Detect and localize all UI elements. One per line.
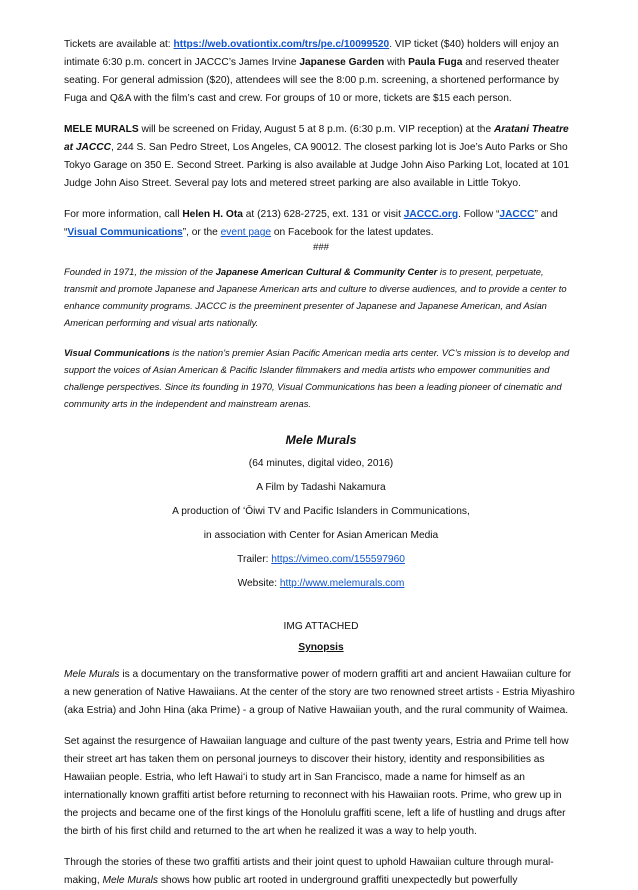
event-page-link[interactable]: event page — [220, 227, 272, 238]
end-mark: ### — [312, 242, 329, 253]
synopsis-paragraph-3 — [64, 854, 578, 890]
performer-name: Paula Fuga — [408, 57, 463, 68]
contact-text: . Follow “ — [458, 209, 500, 220]
film-title: Mele Murals — [285, 433, 357, 447]
tickets-link[interactable]: https://web.ovationtix.com/trs/pe.c/10099520 — [173, 39, 390, 50]
film-trailer — [64, 551, 578, 569]
screening-paragraph — [64, 121, 578, 193]
vc-org-name: Visual Communications — [64, 347, 170, 358]
vc-follow-link[interactable]: Visual Communications — [67, 227, 183, 238]
website-link[interactable]: http://www.melemurals.com — [279, 578, 405, 589]
document-page — [64, 36, 578, 890]
synopsis-paragraph-2: Set against the resurgence of Hawaiian language and culture of the past twenty years, Estria and Prime tell how their street art has taken them on personal journeys to discover their history, identity and responsibilities as Hawaiian people. Estria, who left Hawaiʻi to study art in San Francisco, made a name for himself as an internationally known graffiti artist before returning to reconnect with his Hawaiian roots. Prime, who grew up in the projects and became one of the first kings of the Honolulu graffiti scene, left a life of hustling and drugs after the birth of his first child and returned to the art when he realized it was a way to help youth. — [64, 736, 569, 837]
synopsis-paragraph-1 — [64, 666, 578, 720]
tickets-text: and reserved theater seating. For general admission ($20), attendees will see the 8:00 p.m. screening, a shortened performance by Fuga and Q&A with the film’s cast and crew. For groups of 10 or more, tickets are $15 each person. — [64, 57, 560, 104]
film-title-inline: Mele Murals — [64, 669, 120, 680]
tickets-text: Tickets are available at: — [64, 39, 174, 50]
screening-text: will be screened on Friday, August 5 at 8 p.m. (6:30 p.m. VIP reception) at the — [138, 124, 494, 135]
img-attached-note: IMG ATTACHED — [283, 621, 359, 632]
venue-name: Aratani Theatre at JACCC — [64, 124, 569, 153]
contact-text: ”, or the — [182, 227, 221, 238]
trailer-label: Trailer: — [237, 554, 272, 565]
contact-name: Helen H. Ota — [182, 209, 243, 220]
screening-text: , 244 S. San Pedro Street, Los Angeles, CA 90012. The closest parking lot is Joe’s Auto Parks or Sho Tokyo Garage on 350 E. Second Street. Parking is also available at Judge John Aiso Parking Lot, located at 101 Judge John Aiso Street. Several pay lots and metered street parking are also available in Little Tokyo. — [64, 142, 570, 189]
contact-paragraph — [64, 206, 578, 242]
film-production: A production of ʻŌiwi TV and Pacific Islanders in Communications, — [172, 506, 470, 517]
film-association: in association with Center for Asian American Media — [203, 530, 439, 541]
contact-text: For more information, call — [64, 209, 183, 220]
tickets-paragraph — [64, 36, 578, 108]
about-text: is to present, perpetuate, transmit and promote Japanese and Japanese American arts and culture to diverse audiences, and to provide a center to enhance community programs. JACCC is the preeminent presenter of Japanese and Japanese American, and Asian American performing and visual arts nationally. — [64, 266, 567, 328]
film-details: (64 minutes, digital video, 2016) — [248, 458, 394, 469]
film-title-inline: Mele Murals — [102, 875, 158, 886]
contact-text: at (213) 628-2725, ext. 131 or visit — [242, 209, 404, 220]
jaccc-follow-link[interactable]: JACCC — [499, 209, 535, 220]
film-director: A Film by Tadashi Nakamura — [256, 482, 386, 493]
tickets-text: . VIP ticket ($40) holders will enjoy an intimate 6:30 p.m. concert in JACCC’s James Irvine — [64, 39, 559, 68]
about-text: is the nation’s premier Asian Pacific American media arts center. VC’s mission is to develop and support the voices of Asian American & Pacific Islander filmmakers and media artists who empower communities and challenge perspectives. Since its founding in 1970, Visual Communications has been a leading pioneer of cinematic and community arts in the independent and mainstream arenas. — [64, 347, 570, 409]
jaccc-org-name: Japanese American Cultural & Community Center — [215, 266, 438, 277]
contact-text: ” and “ — [64, 209, 558, 238]
garden-name: Japanese Garden — [299, 57, 385, 68]
website-label: Website: — [237, 578, 280, 589]
tickets-text: with — [384, 57, 409, 68]
synopsis-text: is a documentary on the transformative power of modern graffiti art and ancient Hawaiian culture for a new generation of Native Hawaiians. At the center of the story are two renowned street artists - Estria Miyashiro (aka Estria) and John Hina (aka Prime) - a group of Native Hawaiian youth, and the rural community of Waimea. — [64, 669, 575, 716]
synopsis-text: Through the stories of these two graffiti artists and their joint quest to uphold Hawaiian culture through mural-making, — [64, 857, 554, 886]
contact-text: on Facebook for the latest updates. — [271, 227, 434, 238]
about-text: Founded in 1971, the mission of the — [64, 266, 216, 277]
about-jaccc — [64, 263, 578, 331]
about-vc — [64, 344, 578, 412]
synopsis-text: shows how public art rooted in underground graffiti unexpectedly but powerfully — [158, 875, 518, 886]
jaccc-site-link[interactable]: JACCC.org — [403, 209, 459, 220]
trailer-link[interactable]: https://vimeo.com/155597960 — [271, 554, 405, 565]
film-website — [64, 575, 578, 593]
synopsis-heading: Synopsis — [298, 642, 344, 653]
film-title-caps: MELE MURALS — [64, 124, 139, 135]
